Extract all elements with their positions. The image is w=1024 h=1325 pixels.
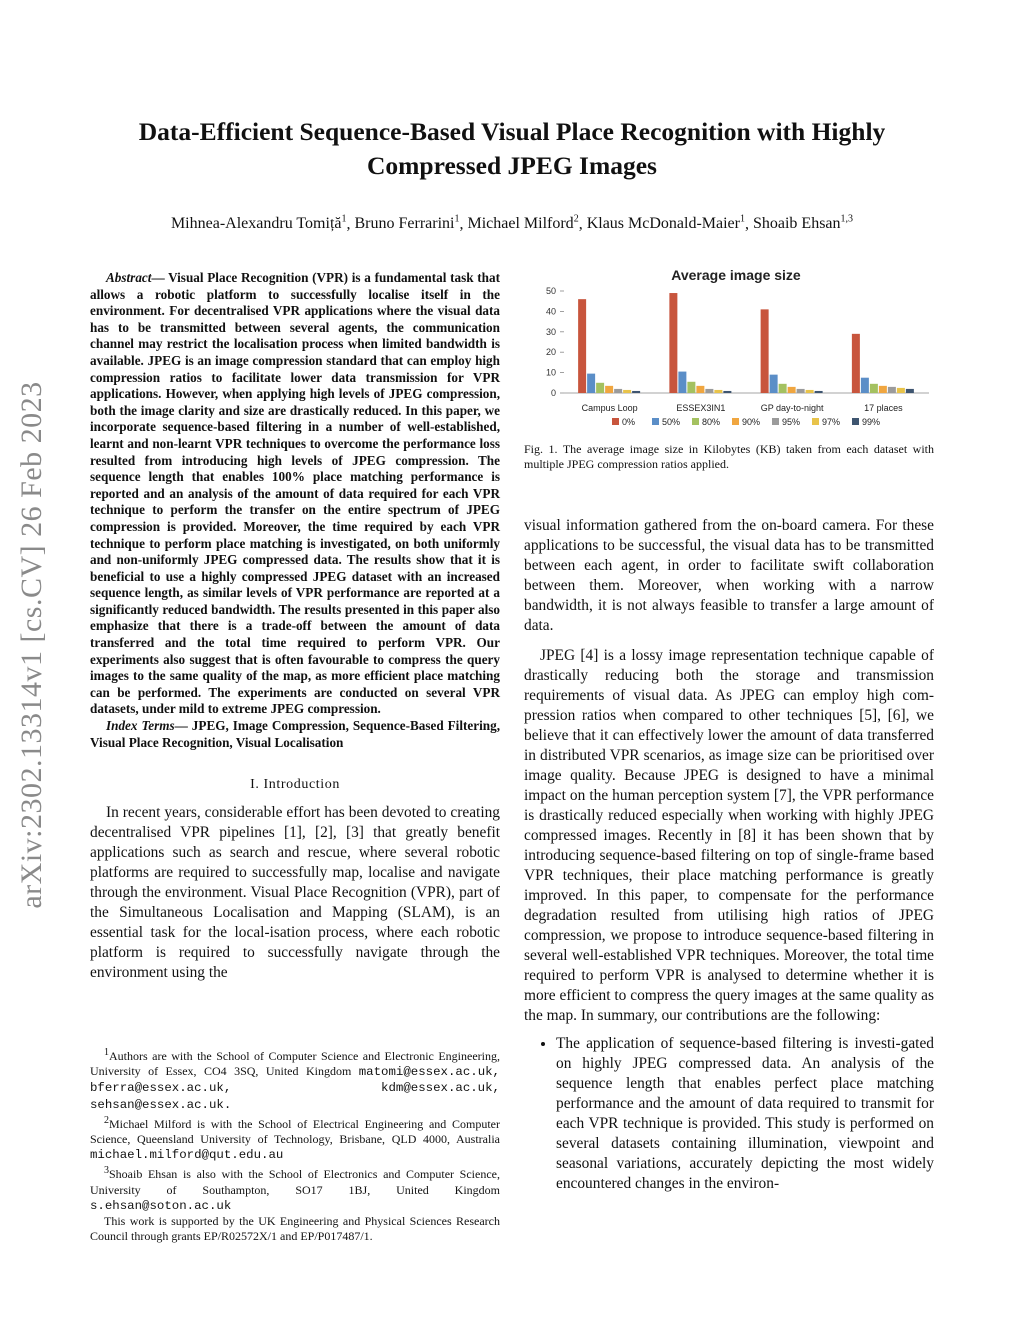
footnote-1: $^1$Authors are with the School of Computer Science and Electronic Engineering, University of Essex, CO4 3SQ, United Kingdom matomi@essex.ac.uk, bferra@essex.ac.uk, kdm@essex.ac.uk, sehsan@essex.ac.uk. bbox=[90, 1047, 500, 1112]
author: Mihnea-Alexandru Tomiță$^1$ bbox=[170, 214, 347, 233]
x-tick-label: 17 places bbox=[864, 403, 903, 413]
figure-1-caption: Fig. 1. The average image size in Kilobytes (KB) taken from each dataset with multiple JPEG compression ratios applied. bbox=[524, 442, 934, 471]
index-terms: Index Terms— JPEG, Image Compression, Sequence-Based Filtering, Visual Place Recognition, Visual Localisation bbox=[90, 718, 500, 750]
y-tick-label: 30 bbox=[545, 326, 556, 337]
bar bbox=[879, 386, 887, 393]
bar bbox=[888, 387, 896, 393]
y-tick-label: 0 bbox=[550, 388, 556, 398]
author: Klaus McDonald-Maier$^1$ bbox=[586, 214, 745, 233]
paper-title: Data-Efficient Sequence-Based Visual Place Recognition with Highly Compressed JPEG Images bbox=[138, 117, 886, 180]
legend-label: 0% bbox=[622, 417, 636, 427]
abstract: Abstract— Visual Place Recognition (VPR) is a fundamental task that allows a robotic platform to successfully localise itself in the environment. For decentralised VPR applications where the visual data has to be transmitted between several agents, the communication channel may restrict the localisation process when limited bandwidth is available. JPEG is an image compression standard that can employ high compression ratios to facilitate lower data transmission for VPR applications. However, when applying high levels of JPEG compression, both the image clarity and size are drastically reduced. In this paper, we incorporate sequence-based filtering in a number of well-established, learnt and non-learnt VPR techniques to overcome the performance loss resulted from introducing high levels of JPEG compression. The sequence length that enables 100% place matching performance is reported and an analysis of the amount of data required for each VPR technique to perform the transfer on the entire spectrum of JPEG compression is provided. Moreover, the time required by each VPR technique to perform place matching is investigated, on both uniformly and non-uniformly JPEG compressed data. The results show that it is beneficial to use a highly compressed JPEG dataset with an increased sequence length, as similar levels of VPR performance are reported at a significantly reduced bandwidth. The results presented in this paper also emphasize that there is a trade-off between the amount of data transferred and the total time required to perform VPR. Our experiments also suggest that is often favourable to compress the query images to the same quality of the map, as more efficient place matching can be performed. The experiments are conducted on several VPR datasets, under mild to extreme JPEG compression. bbox=[90, 270, 500, 717]
footnote-3-email: s.ehsan@soton.ac.uk bbox=[90, 1198, 232, 1213]
author-list: Mihnea-Alexandru Tomiță$^1$, Bruno Ferrarini$^1$, Michael Milford$^2$, Klaus McDonald-Maier$^1$, Shoaib Ehsan$^{1,3}$ bbox=[170, 214, 854, 233]
bar bbox=[705, 389, 713, 393]
figure-1 bbox=[524, 258, 934, 438]
bar bbox=[696, 386, 704, 393]
bar bbox=[587, 374, 595, 393]
bar bbox=[852, 334, 860, 393]
contributions-list bbox=[524, 1034, 934, 1194]
legend-label: 80% bbox=[702, 417, 721, 427]
bar bbox=[723, 391, 731, 393]
bar-chart bbox=[524, 258, 934, 438]
left-column bbox=[90, 270, 500, 983]
legend-swatch bbox=[732, 418, 739, 425]
y-tick-label: 10 bbox=[545, 367, 556, 378]
bar bbox=[779, 384, 787, 393]
legend-label: 50% bbox=[662, 417, 681, 427]
bar bbox=[815, 391, 823, 393]
bar bbox=[687, 382, 695, 393]
legend-label: 99% bbox=[862, 417, 881, 427]
bar bbox=[714, 390, 722, 393]
legend-label: 90% bbox=[742, 417, 761, 427]
bar bbox=[669, 293, 677, 393]
intro-paragraph: In recent years, considerable effort has been devoted to creating decentralised VPR pipelines [1], [2], [3] that greatly benefit applications such as search and rescue, where several robotic platforms are required to successfully map, localise and navigate through the environment. Visual Place Recognition (VPR), part of the Simultaneous Localisation and Mapping (SLAM), is an essential task for the local-isation process, where each robotic platform is required to successfully navigate through the environment using the bbox=[90, 804, 500, 982]
bar bbox=[678, 372, 686, 393]
abstract-label: Abstract bbox=[106, 270, 152, 285]
bar bbox=[605, 386, 613, 393]
list-item: • The application of sequence-based filtering is investi-gated on highly JPEG compressed data. An analysis of the sequence length that enables perfect place matching performance and the amount of data required to transmit for each VPR technique is provided. This study is performed on several datasets containing illumination, viewpoint and seasonal variations, accurately depicting the most widely encountered changes in the environ- bbox=[556, 1034, 934, 1194]
right-paragraph-2: JPEG [4] is a lossy image representation technique capable of drastically reducing both the storage and transmission requirements of visual data. As JPEG can employ high com-pression ratios when compared to other techniques [5], [6], we believe that it can effectively lower the amount of data transferred in distributed VPR scenarios, as image size can be prioritised over image quality. Because JPEG is designed to have a minimal impact on the human perception system [7], the VPR performance is drastically reduced especially when working with highly JPEG compressed images. Recently in [8] it has been shown that by introducing sequence-based filtering on top of single-frame based VPR techniques, their place matching performance is greatly improved. In this paper, to compensate for the performance degradation resulted from utilising high ratios of JPEG compression, we propose to introduce sequence-based filtering in several well-established VPR techniques. Moreover, the total time required to perform VPR is analysed to determine whether it is more efficient to compress the query images at the same quality as the map. In summary, our contributions are the following: bbox=[524, 647, 934, 1024]
chart-title: Average image size bbox=[671, 267, 801, 283]
legend-swatch bbox=[612, 418, 619, 425]
footnotes bbox=[90, 1045, 500, 1244]
author: Shoaib Ehsan$^{1,3}$ bbox=[752, 214, 854, 233]
arxiv-id-text: arXiv:2302.13314v1 [cs.CV] 26 Feb 2023 bbox=[15, 381, 48, 909]
index-terms-label: Index Terms bbox=[106, 718, 175, 734]
bar bbox=[906, 389, 914, 393]
y-tick-label: 40 bbox=[545, 306, 556, 317]
bar bbox=[614, 389, 622, 393]
bar bbox=[632, 391, 640, 393]
legend-swatch bbox=[692, 418, 699, 425]
x-tick-label: GP day-to-night bbox=[760, 403, 824, 413]
bar bbox=[770, 375, 778, 393]
right-column bbox=[524, 258, 934, 472]
footnote-2-email: michael.milford@qut.edu.au bbox=[90, 1148, 284, 1163]
bar bbox=[861, 378, 869, 393]
author: Michael Milford$^2$ bbox=[467, 214, 579, 233]
bar bbox=[623, 390, 631, 393]
right-column-text bbox=[524, 516, 934, 1194]
funding-note: This work is supported by the UK Engineering and Physical Sciences Research Council through grants EP/R02572X/1 and EP/P017487/1. bbox=[90, 1214, 500, 1244]
bar bbox=[761, 309, 769, 393]
footnote-1-emails: matomi@essex.ac.uk, bferra@essex.ac.uk, kdm@essex.ac.uk, sehsan@essex.ac.uk. bbox=[90, 1065, 500, 1112]
author: Bruno Ferrarini$^1$ bbox=[354, 214, 460, 233]
arxiv-identifier bbox=[4, 345, 60, 945]
bar bbox=[897, 388, 905, 393]
bar bbox=[870, 384, 878, 393]
footnote-2: $^2$Michael Milford is with the School of Electrical Engineering and Computer Science, Queensland University of Technology, Brisbane, QLD 4000, Australia michael.milford@qut.edu.au bbox=[90, 1114, 500, 1163]
section-heading-introduction: I. Introduction bbox=[250, 777, 340, 793]
legend-swatch bbox=[852, 418, 859, 425]
bar bbox=[578, 299, 586, 393]
legend-swatch bbox=[772, 418, 779, 425]
footnote-3: $^3$Shoaib Ehsan is also with the School of Electronics and Computer Science, University of Southampton, SO17 1BJ, United Kingdom s.ehsan@soton.ac.uk bbox=[90, 1165, 500, 1213]
legend-swatch bbox=[652, 418, 659, 425]
x-tick-label: Campus Loop bbox=[581, 403, 638, 413]
right-paragraph-1: visual information gathered from the on-board camera. For these applications to be successful, the visual data has to be transmitted between each agent, in order to facilitate swift collaboration between them. Moreover, when working with a narrow bandwidth, it is not always feasible to transfer a large amount of data. bbox=[524, 517, 934, 634]
bar bbox=[797, 389, 805, 393]
y-tick-label: 20 bbox=[545, 347, 556, 358]
legend-label: 97% bbox=[822, 417, 841, 427]
bar bbox=[806, 390, 814, 393]
bar bbox=[596, 383, 604, 393]
bar bbox=[788, 387, 796, 393]
y-tick-label: 50 bbox=[545, 286, 556, 296]
legend-label: 95% bbox=[782, 417, 801, 427]
x-tick-label: ESSEX3IN1 bbox=[676, 403, 726, 413]
legend-swatch bbox=[812, 418, 819, 425]
